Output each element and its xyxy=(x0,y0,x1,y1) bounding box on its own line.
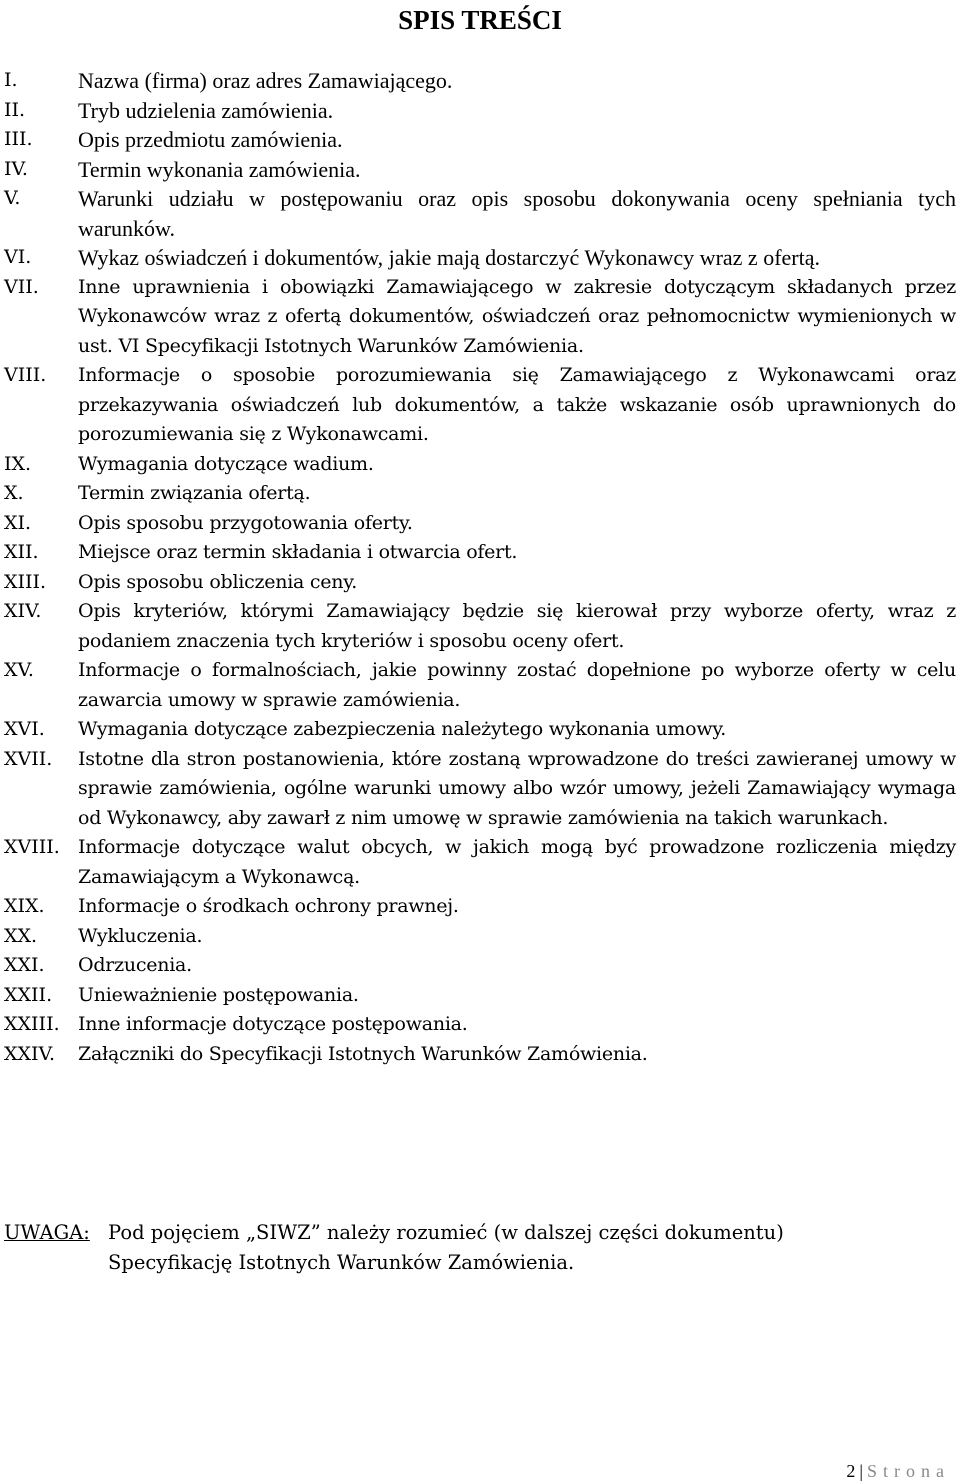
note-text xyxy=(108,1218,868,1277)
toc-item xyxy=(0,155,960,185)
toc-item-text: Miejsce oraz termin składania i otwarcia ofert. xyxy=(78,541,518,563)
toc-item-number: XIII. xyxy=(4,570,47,593)
toc-item-number: XVI. xyxy=(4,718,45,740)
toc-item xyxy=(0,509,960,539)
toc-item-number: XIV. xyxy=(4,600,42,622)
toc-item xyxy=(0,538,960,568)
toc-item xyxy=(0,656,960,715)
toc-item xyxy=(0,66,960,96)
toc-item-number: IV. xyxy=(4,157,28,180)
toc-item-number: VIII. xyxy=(4,364,47,386)
toc-item-number: XX. xyxy=(4,924,38,947)
toc-item-text: Nazwa (firma) oraz adres Zamawiającego. xyxy=(78,68,453,93)
toc-item xyxy=(0,450,960,480)
toc-item-text: Opis kryteriów, którymi Zamawiający będzie się kierował przy wyborze oferty, wraz z podaniem znaczenia tych kryteriów i sposobu oceny ofert. xyxy=(78,600,956,652)
toc-item-text: Informacje o środkach ochrony prawnej. xyxy=(78,895,459,917)
toc-item xyxy=(0,568,960,598)
toc-item-number: II. xyxy=(4,98,26,121)
toc-item-text: Inne uprawnienia i obowiązki Zamawiającego w zakresie dotyczącym składanych przez Wykonawców wraz z ofertą dokumentów, oświadczeń oraz pełnomocnictw wymienionych w ust. VI Specyfikacji Istotnych Warunków Zamówienia. xyxy=(78,275,956,357)
toc-item xyxy=(0,1040,960,1070)
toc-item-number: III. xyxy=(4,128,33,150)
note-text-line1: Pod pojęciem „SIWZ” należy rozumieć (w dalszej części dokumentu) xyxy=(108,1221,784,1244)
toc-item-text: Wykluczenia. xyxy=(78,924,203,947)
toc-item xyxy=(0,892,960,922)
toc-item-text: Opis sposobu przygotowania oferty. xyxy=(78,511,413,534)
toc-item xyxy=(0,597,960,656)
toc-item-text: Informacje o sposobie porozumiewania się Zamawiającego z Wykonawcami oraz przekazywania oświadczeń lub dokumentów, a także wskazanie osób uprawnionych do porozumiewania się z Wykonawcami. xyxy=(78,364,956,445)
toc-item-text: Wykaz oświadczeń i dokumentów, jakie mają dostarczyć Wykonawcy wraz z ofertą. xyxy=(78,245,820,270)
toc-item-number: XV. xyxy=(4,659,34,681)
note-text-line2: Specyfikację Istotnych Warunków Zamówienia. xyxy=(108,1250,575,1274)
footer-page-word: Strona xyxy=(867,1461,950,1481)
toc-item xyxy=(0,125,960,155)
toc-item xyxy=(0,951,960,981)
toc-item-number: V. xyxy=(4,187,21,209)
toc-item xyxy=(0,361,960,450)
toc-item-number: XVII. xyxy=(4,747,53,770)
toc-item-text: Tryb udzielenia zamówienia. xyxy=(78,97,334,123)
toc-item xyxy=(0,922,960,952)
toc-item-number: XIX. xyxy=(4,895,45,917)
toc-item-number: XXIII. xyxy=(4,1013,60,1035)
toc-item-text: Inne informacje dotyczące postępowania. xyxy=(78,1013,468,1035)
toc-item xyxy=(0,745,960,834)
toc-item xyxy=(0,184,960,243)
toc-item-number: X. xyxy=(4,482,24,504)
toc-item-number: XII. xyxy=(4,541,39,563)
toc-item-text: Warunki udziału w postępowaniu oraz opis sposobu dokonywania oceny spełniania tych warunków. xyxy=(78,186,956,241)
toc-item-number: IX. xyxy=(4,452,32,475)
toc-item-text: Wymagania dotyczące zabezpieczenia należytego wykonania umowy. xyxy=(78,718,727,740)
toc-item-number: XXII. xyxy=(4,983,53,1006)
toc-item-text: Istotne dla stron postanowienia, które zostaną wprowadzone do treści zawieranej umowy w sprawie zamówienia, ogólne warunki umowy albo wzór umowy, jeżeli Zamawiający wymaga od Wykonawcy, aby zawarł z nim umowę w sprawie zamówienia na takich warunkach. xyxy=(78,747,956,829)
footer-separator: | xyxy=(859,1461,863,1481)
page-number: 2 xyxy=(846,1461,856,1481)
toc-item-number: XVIII. xyxy=(4,836,60,858)
page-footer xyxy=(846,1460,950,1482)
toc-item-number: XI. xyxy=(4,511,32,534)
toc-item-text: Załączniki do Specyfikacji Istotnych Warunków Zamówienia. xyxy=(78,1042,648,1065)
toc-item-text: Termin związania ofertą. xyxy=(78,482,311,504)
toc-item xyxy=(0,981,960,1011)
toc-item xyxy=(0,833,960,892)
toc-item-number: XXI. xyxy=(4,954,45,976)
note xyxy=(0,1218,960,1277)
toc-item-number: VI. xyxy=(4,246,32,268)
toc-item-number: XXIV. xyxy=(4,1042,55,1065)
toc-item-text: Wymagania dotyczące wadium. xyxy=(78,452,374,475)
toc-item xyxy=(0,1010,960,1040)
toc-item xyxy=(0,243,960,273)
toc-item-text: Informacje dotyczące walut obcych, w jakich mogą być prowadzone rozliczenia między Zamawiającym a Wykonawcą. xyxy=(78,836,956,888)
page-title: SPIS TREŚCI xyxy=(398,5,562,35)
toc-item-number: VII. xyxy=(4,275,39,298)
toc-item-number: I. xyxy=(4,69,18,91)
toc-item xyxy=(0,273,960,362)
toc-item xyxy=(0,479,960,509)
toc-item-text: Opis przedmiotu zamówienia. xyxy=(78,127,343,152)
toc-item-text: Termin wykonania zamówienia. xyxy=(78,156,361,182)
toc-item-text: Informacje o formalnościach, jakie powinny zostać dopełnione po wyborze oferty w celu zawarcia umowy w sprawie zamówienia. xyxy=(78,659,956,711)
toc-item xyxy=(0,96,960,126)
table-of-contents xyxy=(0,66,960,1069)
toc-item-text: Odrzucenia. xyxy=(78,954,192,976)
toc-item-text: Opis sposobu obliczenia ceny. xyxy=(78,570,358,593)
toc-item xyxy=(0,715,960,745)
toc-item-text: Unieważnienie postępowania. xyxy=(78,983,359,1006)
note-label: UWAGA: xyxy=(4,1221,90,1244)
